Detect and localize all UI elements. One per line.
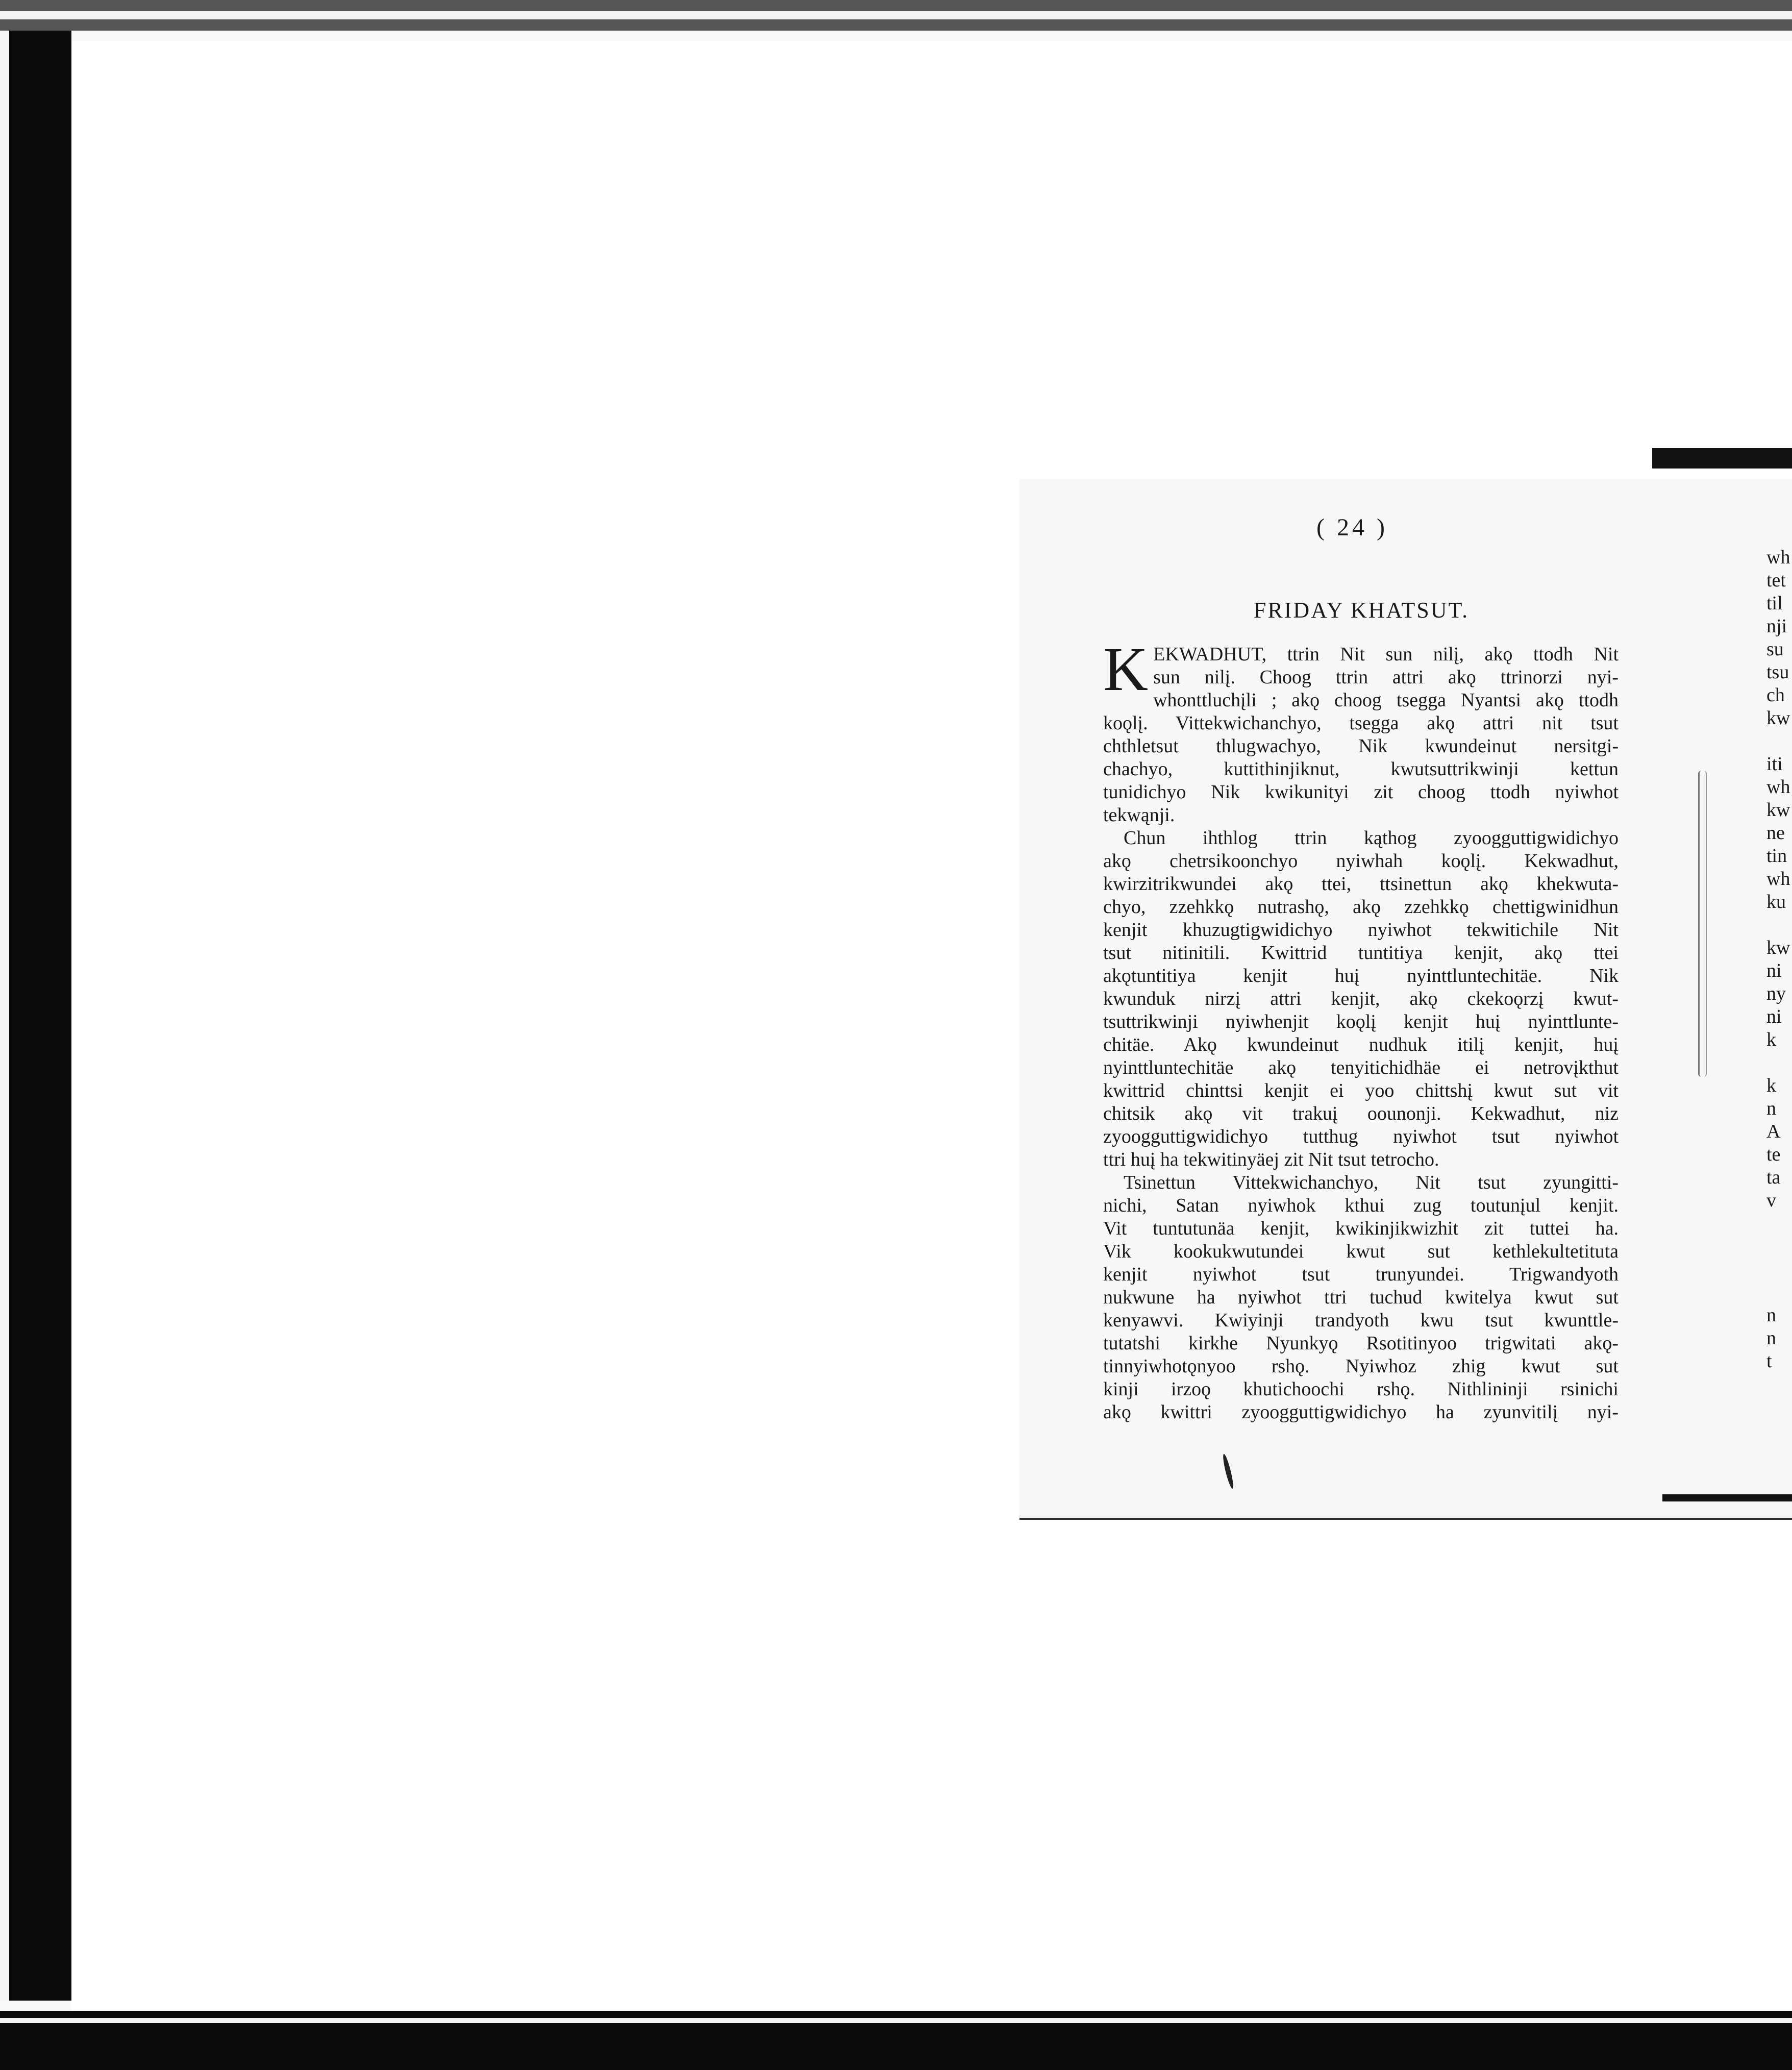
text-line: kenjit nyiwhot tsut trunyundei. Trigwandyoth	[1103, 1264, 1619, 1285]
film-frame-top	[0, 0, 1792, 31]
text-line: koǫlį. Vittekwichanchyo, tsegga akǫ attri nit tsut	[1103, 712, 1619, 734]
facing-fragment: ku	[1766, 891, 1786, 913]
page-title: FRIDAY KHATSUT.	[1253, 598, 1470, 623]
facing-fragment: te	[1766, 1144, 1781, 1165]
film-frame-bottom	[0, 2011, 1792, 2070]
text-line: Vik kookukwutundei kwut sut kethlekultetituta	[1103, 1241, 1619, 1262]
text-line: tunidichyo Nik kwikunityi zit choog ttodh nyiwhot	[1103, 781, 1619, 803]
facing-fragment	[1766, 730, 1792, 753]
facing-fragment: v	[1766, 1190, 1776, 1211]
facing-fragment: kw	[1766, 799, 1790, 821]
text-line: chitäe. Akǫ kwundeinut nudhuk itilį kenjit, huį	[1103, 1034, 1619, 1055]
text-line: tinnyiwhotǫnyoo rshǫ. Nyiwhoz zhig kwut sut	[1103, 1356, 1619, 1377]
text-line: Chun ihthlog ttrin kąthog zyoogguttigwidichyo	[1124, 827, 1619, 849]
facing-fragment: tet	[1766, 570, 1786, 591]
facing-fragment: A	[1766, 1121, 1781, 1142]
facing-fragment: ta	[1766, 1167, 1781, 1188]
text-line: tsut nitinitili. Kwittrid tuntitiya kenjit, akǫ ttei	[1103, 942, 1619, 964]
book-spine-mark	[1698, 771, 1707, 1077]
text-line: chyo, zzehkkǫ nutrashǫ, akǫ zzehkkǫ chettigwinidhun	[1103, 896, 1619, 918]
facing-fragment: k	[1766, 1075, 1776, 1096]
text-line: ttri huį ha tekwitinyäej zit Nit tsut tetrocho.	[1103, 1149, 1439, 1170]
text-line: Vit tuntutunäa kenjit, kwikinjikwizhit zit tuttei ha.	[1103, 1218, 1619, 1239]
facing-fragment	[1766, 1051, 1792, 1074]
facing-fragment: kw	[1766, 937, 1790, 958]
text-line: whonttluchįli ; akǫ choog tsegga Nyantsi akǫ ttodh	[1153, 689, 1619, 711]
facing-fragment: kw	[1766, 707, 1790, 729]
text-line: EKWADHUT, ttrin Nit sun nilį, akǫ ttodh Nit	[1153, 644, 1619, 665]
text-line: nichi, Satan nyiwhok kthui zug toutunįul kenjit.	[1103, 1195, 1619, 1216]
facing-page-edge-top	[1652, 448, 1792, 469]
facing-fragment: n	[1766, 1304, 1776, 1326]
facing-fragment: ni	[1766, 1006, 1782, 1027]
facing-fragment: ch	[1766, 684, 1785, 706]
text-line: chitsik akǫ vit trakuį oounonji. Kekwadhut, niz	[1103, 1103, 1619, 1124]
text-line: tutatshi kirkhe Nyunkyǫ Rsotitinyoo trigwitati akǫ-	[1103, 1333, 1619, 1354]
text-line: akǫ kwittri zyoogguttigwidichyo ha zyunvitilį nyi-	[1103, 1401, 1619, 1423]
text-line: zyoogguttigwidichyo tutthug nyiwhot tsut nyiwhot	[1103, 1126, 1619, 1147]
facing-fragment: k	[1766, 1029, 1776, 1050]
text-line: kwunduk nirzį attri kenjit, akǫ ckekoǫrzį kwut-	[1103, 988, 1619, 1009]
facing-fragment: ne	[1766, 822, 1785, 844]
facing-fragment: t	[1766, 1350, 1772, 1372]
text-line: kwittrid chinttsi kenjit ei yoo chittshį kwut sut vit	[1103, 1080, 1619, 1101]
text-line: chachyo, kuttithinjiknut, kwutsuttrikwinji kettun	[1103, 758, 1619, 780]
facing-fragment: tsu	[1766, 661, 1789, 683]
text-line: akǫtuntitiya kenjit huį nyinttluntechitäe. Nik	[1103, 965, 1619, 987]
facing-fragment: nji	[1766, 615, 1787, 637]
facing-fragment: n	[1766, 1327, 1776, 1349]
facing-fragment: til	[1766, 593, 1783, 614]
facing-fragment	[1766, 1235, 1792, 1258]
facing-page-edge-bottom	[1662, 1494, 1792, 1501]
facing-fragment	[1766, 1258, 1792, 1281]
facing-fragment: wh	[1766, 776, 1790, 798]
film-frame-left	[0, 31, 71, 2001]
text-line: nyinttluntechitäe akǫ tenyitichidhäe ei netrovįkthut	[1103, 1057, 1619, 1078]
text-line: sun nilį. Choog ttrin attri akǫ ttrinorzi nyi-	[1153, 667, 1619, 688]
page-number: ( 24 )	[1316, 514, 1388, 541]
text-line: tekwąnji.	[1103, 804, 1175, 826]
text-line: kwirzitrikwundei akǫ ttei, ttsinettun akǫ khekwuta-	[1103, 873, 1619, 895]
facing-fragment: ni	[1766, 960, 1782, 981]
facing-fragment	[1766, 1212, 1792, 1235]
facing-fragment: wh	[1766, 547, 1790, 568]
facing-page-text	[1766, 546, 1792, 1373]
text-line: nukwune ha nyiwhot ttri tuchud kwitelya kwut sut	[1103, 1287, 1619, 1308]
text-line: kinji irzoǫ khutichoochi rshǫ. Nithlininji rsinichi	[1103, 1378, 1619, 1400]
facing-fragment: ny	[1766, 983, 1786, 1004]
text-line: chthletsut thlugwachyo, Nik kwundeinut nersitgi-	[1103, 735, 1619, 757]
facing-fragment	[1766, 914, 1792, 937]
facing-fragment: iti	[1766, 753, 1783, 775]
facing-fragment: wh	[1766, 868, 1790, 890]
facing-fragment: tin	[1766, 845, 1787, 867]
facing-fragment: su	[1766, 638, 1784, 660]
text-line: Tsinettun Vittekwichanchyo, Nit tsut zyungitti-	[1124, 1172, 1619, 1193]
text-line: kenyawvi. Kwiyinji trandyoth kwu tsut kwunttle-	[1103, 1310, 1619, 1331]
page-body	[1103, 635, 1619, 1424]
drop-capital: K	[1103, 635, 1149, 704]
facing-fragment: n	[1766, 1098, 1776, 1119]
text-line: akǫ chetrsikoonchyo nyiwhah koǫlį. Kekwadhut,	[1103, 850, 1619, 872]
text-line: kenjit khuzugtigwidichyo nyiwhot tekwitichile Nit	[1103, 919, 1619, 941]
text-line: tsuttrikwinji nyiwhenjit koǫlį kenjit huį nyinttlunte-	[1103, 1011, 1619, 1032]
facing-fragment	[1766, 1281, 1792, 1304]
